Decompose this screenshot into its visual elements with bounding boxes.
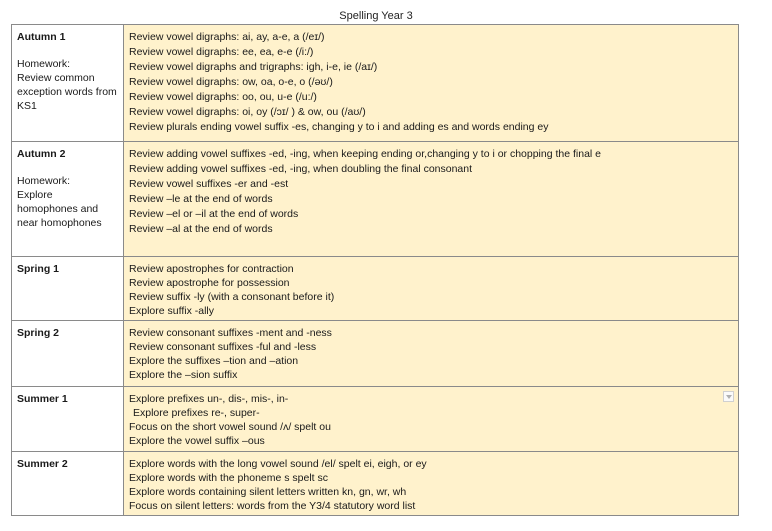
objective-item: Focus on silent letters: words from the Y3/4 statutory word list [129, 500, 416, 512]
table-row [12, 321, 739, 387]
term-cell[interactable] [12, 25, 124, 142]
homework-line: Explore [17, 189, 53, 201]
table-row [12, 25, 739, 142]
objectives-cell[interactable] [124, 142, 739, 257]
objective-item: Review –le at the end of words [129, 193, 273, 205]
objective-item: Review vowel digraphs: ai, ay, a-e, a (/eɪ/) [129, 31, 325, 43]
term-name: Spring 1 [17, 263, 60, 275]
homework-note [17, 57, 118, 113]
term-cell[interactable] [12, 321, 124, 387]
objective-item: Review plurals ending vowel suffix -es, changing y to i and adding es and words ending ey [129, 121, 549, 133]
term-cell[interactable] [12, 142, 124, 257]
objectives-cell[interactable] [124, 387, 739, 452]
objective-item: Focus on the short vowel sound /ʌ/ spelt ou [129, 421, 331, 433]
objectives-cell[interactable] [124, 25, 739, 142]
homework-line: exception words from [17, 86, 117, 98]
objective-item: Explore prefixes un-, dis-, mis-, in- [129, 393, 289, 405]
objective-item: Review apostrophe for possession [129, 277, 290, 289]
cell-dropdown-icon[interactable] [723, 391, 734, 402]
objective-item: Explore words with the long vowel sound /el/ spelt ei, eigh, or ey [129, 458, 427, 470]
homework-line: homophones and [17, 203, 99, 215]
term-name: Spring 2 [17, 327, 60, 339]
objective-item: Review adding vowel suffixes -ed, -ing, when doubling the final consonant [129, 163, 473, 175]
spelling-table [11, 24, 739, 516]
objective-item: Review suffix -ly (with a consonant before it) [129, 291, 335, 303]
objective-item: Review –al at the end of words [129, 223, 273, 235]
table-row [12, 142, 739, 257]
homework-line: Homework: [17, 175, 71, 187]
homework-line: KS1 [17, 100, 37, 112]
term-cell[interactable] [12, 387, 124, 452]
objective-item: Explore suffix -ally [129, 305, 215, 317]
term-name: Autumn 1 [17, 31, 66, 43]
objectives-cell[interactable] [124, 321, 739, 387]
objective-item: Review apostrophes for contraction [129, 263, 294, 275]
objective-item: Explore the –sion suffix [129, 369, 238, 381]
objective-item: Review vowel digraphs: ow, oa, o-e, o (/əʊ/) [129, 76, 333, 88]
objective-item: Review consonant suffixes -ment and -ness [129, 327, 332, 339]
homework-line: Homework: [17, 58, 71, 70]
term-name: Summer 2 [17, 458, 68, 470]
objective-item: Review vowel digraphs: oi, oy (/ɔɪ/ ) & ow, ou (/aʊ/) [129, 106, 366, 118]
table-row [12, 452, 739, 516]
objective-item: Review vowel digraphs and trigraphs: igh, i-e, ie (/aɪ/) [129, 61, 378, 73]
objective-item: Review vowel digraphs: ee, ea, e-e (/i:/) [129, 46, 314, 58]
objectives-cell[interactable] [124, 452, 739, 516]
objective-item: Explore the suffixes –tion and –ation [129, 355, 299, 367]
table-row [12, 257, 739, 321]
objective-item: Review consonant suffixes -ful and -less [129, 341, 317, 353]
objective-item: Explore the vowel suffix –ous [129, 435, 265, 447]
term-cell[interactable] [12, 452, 124, 516]
objective-item: Review –el or –il at the end of words [129, 208, 299, 220]
objective-item: Explore words with the phoneme s spelt sc [129, 472, 329, 484]
term-cell[interactable] [12, 257, 124, 321]
homework-line: Review common [17, 72, 95, 84]
objective-item: Explore words containing silent letters written kn, gn, wr, wh [129, 486, 407, 498]
objective-item: Review adding vowel suffixes -ed, -ing, when keeping ending or,changing y to i or chopping the final e [129, 148, 602, 160]
term-name: Autumn 2 [17, 148, 66, 160]
page-title: Spelling Year 3 [339, 10, 413, 22]
homework-note [17, 174, 118, 230]
table-row [12, 387, 739, 452]
objective-item: Explore prefixes re-, super- [133, 407, 260, 419]
objective-item: Review vowel suffixes -er and -est [129, 178, 289, 190]
objective-item: Review vowel digraphs: oo, ou, u-e (/u:/) [129, 91, 317, 103]
objectives-cell[interactable] [124, 257, 739, 321]
term-name: Summer 1 [17, 393, 68, 405]
homework-line: near homophones [17, 217, 102, 229]
